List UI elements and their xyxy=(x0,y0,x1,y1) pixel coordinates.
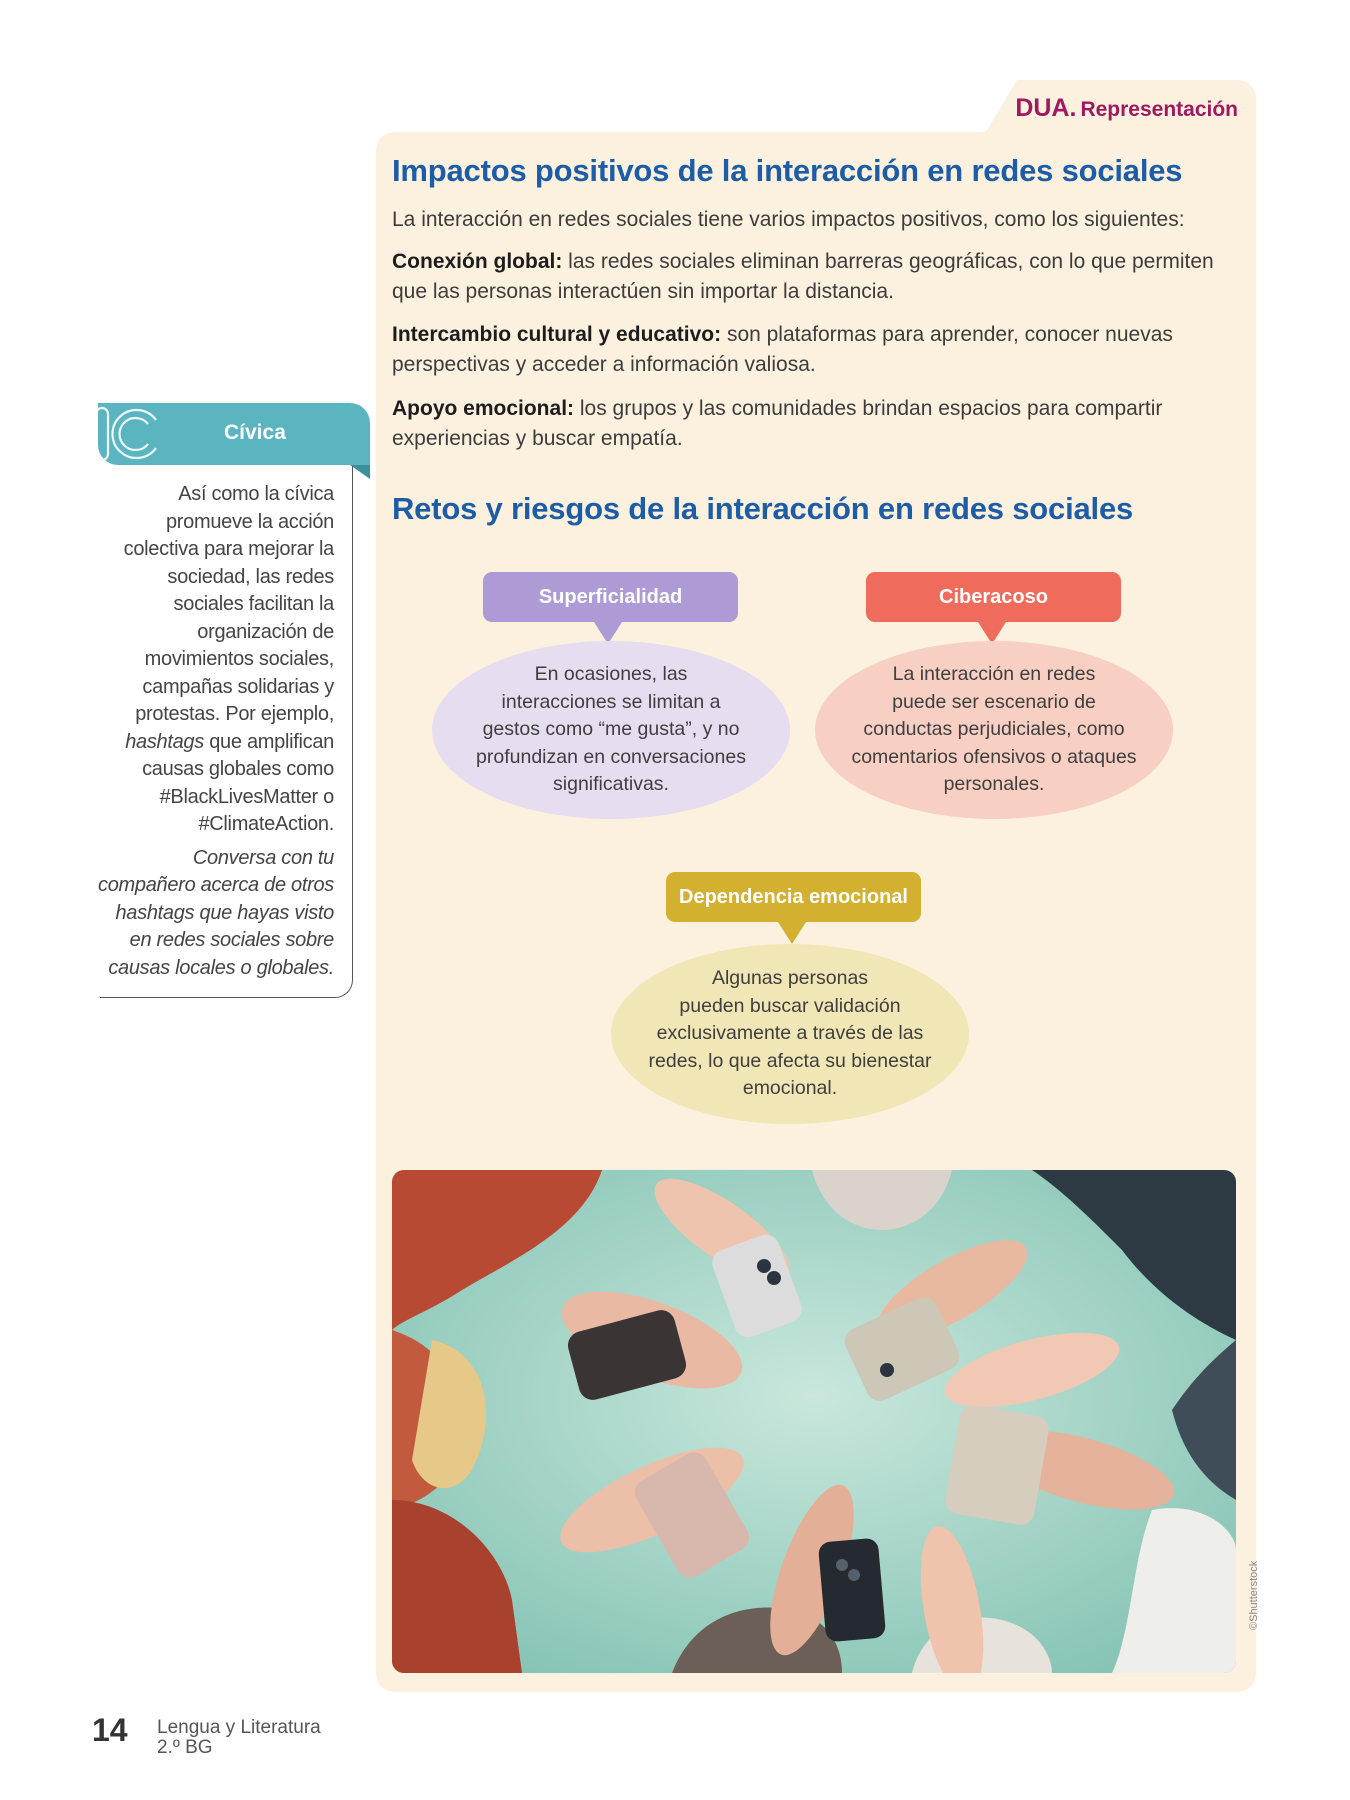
oval-line: significativas. xyxy=(553,773,669,796)
civica-line: sociedad, las redes xyxy=(167,565,334,588)
civica-text xyxy=(94,481,334,982)
risk-tag-dependencia-emocional: Dependencia emocional xyxy=(666,872,921,922)
hashtags-word: hashtags xyxy=(125,730,204,753)
page-number: 14 xyxy=(92,1712,128,1748)
civica-title: Cívica xyxy=(224,421,286,444)
item-conexion-global xyxy=(392,247,1238,307)
civica-line: Así como la cívica xyxy=(178,483,334,505)
prompt-line: compañero acerca de otros xyxy=(98,874,334,896)
section2-title: Retos y riesgos de la interacción en redes sociales xyxy=(392,491,1134,526)
civica-line: causas globales como xyxy=(142,758,334,780)
civica-line: campañas solidarias y xyxy=(142,675,334,698)
risk-tag-superficialidad: Superficialidad xyxy=(483,572,738,622)
ic-logo-icon xyxy=(92,400,162,468)
civica-line: #BlackLivesMatter o xyxy=(159,785,334,808)
book-title: Lengua y Literatura xyxy=(157,1717,321,1738)
risk-tag-pointer xyxy=(778,922,806,944)
item-term: Apoyo emocional: xyxy=(392,397,575,420)
hashtags-rest: que amplifican xyxy=(203,730,334,753)
item-apoyo-emocional xyxy=(392,394,1238,454)
oval-line: La interacción en redes xyxy=(892,663,1096,686)
oval-line: En ocasiones, las xyxy=(534,663,688,686)
civica-line: #ClimateAction. xyxy=(198,813,334,835)
prompt-line: en redes sociales sobre xyxy=(129,929,334,951)
risk-tag-ciberacoso: Ciberacoso xyxy=(866,572,1121,622)
section1-title: Impactos positivos de la interacción en redes sociales xyxy=(392,153,1183,188)
book-info xyxy=(157,1718,321,1758)
civica-header-fold xyxy=(350,465,370,479)
book-grade: 2.º BG xyxy=(157,1737,213,1758)
oval-line: interacciones se limitan a xyxy=(501,690,721,713)
civica-line: organización de xyxy=(197,620,334,643)
item-text: las redes sociales eliminan barreras geográficas, con lo que permiten que las personas interactúen sin importar la distancia. xyxy=(392,250,1214,303)
prompt-line: causas locales o globales. xyxy=(108,956,334,979)
risk-oval-superficialidad xyxy=(432,641,790,819)
item-term: Conexión global: xyxy=(392,250,563,273)
photo-illustration xyxy=(392,1170,1236,1673)
item-text: son plataformas para aprender, conocer nuevas perspectivas y acceder a información valiosa. xyxy=(392,323,1173,376)
oval-line: conductas perjudiciales, como xyxy=(863,718,1125,741)
oval-line: exclusivamente a través de las xyxy=(656,1022,924,1045)
civica-line: sociales facilitan la xyxy=(173,593,334,615)
item-term: Intercambio cultural y educativo: xyxy=(392,323,722,346)
dua-bold: DUA. xyxy=(1015,94,1077,122)
dua-category: Representación xyxy=(1080,98,1238,121)
oval-line: personales. xyxy=(943,773,1045,796)
item-intercambio-cultural xyxy=(392,320,1238,380)
civica-line: colectiva para mejorar la xyxy=(123,538,334,560)
oval-line: puede ser escenario de xyxy=(892,690,1096,713)
civica-line: movimientos sociales, xyxy=(144,648,334,670)
civica-line xyxy=(94,729,334,757)
item-text: los grupos y las comunidades brindan espacios para compartir experiencias y buscar empatía. xyxy=(392,397,1163,450)
photo-credit: ©Shutterstock xyxy=(1248,1560,1260,1630)
photo-hands-phones xyxy=(392,1170,1236,1673)
dua-label xyxy=(1015,94,1238,123)
civica-line: protestas. Por ejemplo, xyxy=(135,703,334,725)
civica-prompt xyxy=(94,845,334,983)
oval-line: pueden buscar validación xyxy=(679,994,901,1017)
civica-line: promueve la acción xyxy=(165,510,334,533)
risk-oval-dependencia-emocional xyxy=(611,944,969,1124)
oval-line: emocional. xyxy=(742,1077,838,1100)
risk-oval-ciberacoso xyxy=(815,641,1173,819)
prompt-line: Conversa con tu xyxy=(192,846,334,869)
oval-line: comentarios ofensivos o ataques xyxy=(851,745,1137,768)
section1-intro: La interacción en redes sociales tiene varios impactos positivos, como los siguientes: xyxy=(392,208,1185,231)
prompt-line: hashtags que hayas visto xyxy=(115,901,334,924)
oval-line: profundizan en conversaciones xyxy=(476,745,746,768)
oval-line: redes, lo que afecta su bienestar xyxy=(648,1049,932,1072)
oval-line: gestos como “me gusta”, y no xyxy=(482,718,740,741)
oval-line: Algunas personas xyxy=(711,967,869,990)
